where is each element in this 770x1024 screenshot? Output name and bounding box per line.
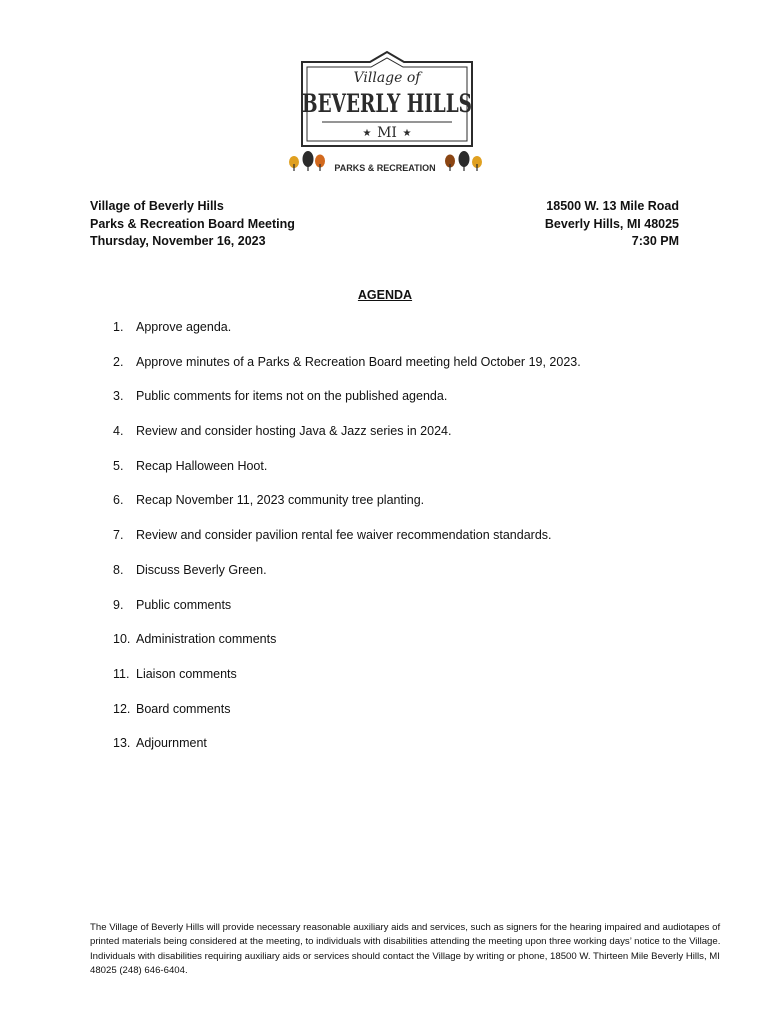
- agenda-item: [113, 459, 581, 494]
- agenda-item: [113, 632, 581, 667]
- agenda-item-number: 13.: [113, 736, 131, 751]
- agenda-item-text: Discuss Beverly Green.: [136, 562, 267, 577]
- agenda-item-text: Liaison comments: [136, 666, 237, 681]
- meeting-time: 7:30 PM: [631, 234, 679, 248]
- agenda-item-number: 6.: [113, 493, 124, 508]
- tree-icon: [289, 156, 299, 171]
- agenda-item: [113, 702, 581, 737]
- tree-icon: [445, 155, 455, 172]
- village-logo: [282, 50, 492, 176]
- agenda-item: [113, 424, 581, 459]
- accessibility-notice: The Village of Beverly Hills will provide necessary reasonable auxiliary aids and services, such as signers for the hearing impaired and audiotapes of printed materials being considered at the meeting, to individuals with disabilities attending the meeting upon three working days’ notice to the Village. Individuals with disabilities requiring auxiliary aids or services should contact the Village by writing or phone, 18500 W. Thirteen Mile Beverly Hills, MI 48025 (248) 646-6404.: [90, 922, 721, 977]
- agenda-item: [113, 667, 581, 702]
- agenda-item-number: 9.: [113, 597, 124, 612]
- agenda-item: [113, 598, 581, 633]
- agenda-item: [113, 355, 581, 390]
- agenda-item: [113, 528, 581, 563]
- agenda-item-number: 3.: [113, 389, 124, 404]
- agenda-item-number: 2.: [113, 354, 124, 369]
- agenda-list: [113, 320, 581, 771]
- agenda-item-number: 12.: [113, 701, 131, 716]
- agenda-item: [113, 493, 581, 528]
- meeting-info: [90, 198, 295, 251]
- star-icon: ★: [362, 128, 372, 139]
- agenda-item-number: 10.: [113, 632, 131, 647]
- city-state-zip: Beverly Hills, MI 48025: [544, 216, 679, 231]
- meeting-name: Parks & Recreation Board Meeting: [90, 216, 295, 231]
- agenda-item-text: Recap Halloween Hoot.: [136, 458, 268, 473]
- agenda-item: [113, 736, 581, 771]
- tree-icon: [303, 151, 314, 171]
- agenda-item-number: 11.: [113, 666, 130, 681]
- logo-mi: MI: [377, 125, 397, 141]
- agenda-item-text: Adjournment: [136, 736, 207, 751]
- agenda-item: [113, 389, 581, 424]
- agenda-item-number: 7.: [113, 528, 124, 543]
- agenda-item-number: 5.: [113, 458, 124, 473]
- agenda-item-number: 1.: [113, 320, 124, 334]
- agenda-item-text: Review and consider hosting Java & Jazz series in 2024.: [136, 424, 452, 439]
- agenda-item-text: Public comments: [136, 597, 232, 612]
- village-name: Village of Beverly Hills: [90, 199, 224, 213]
- star-icon: ★: [402, 128, 412, 139]
- agenda-title: AGENDA: [357, 288, 413, 302]
- agenda-item-text: Recap November 11, 2023 community tree planting.: [136, 493, 425, 508]
- meeting-date: Thursday, November 16, 2023: [90, 234, 266, 248]
- logo-village-of: Village of: [353, 70, 421, 86]
- agenda-item-text: Review and consider pavilion rental fee waiver recommendation standards.: [136, 528, 552, 543]
- logo-parks-recreation: PARKS & RECREATION: [334, 163, 436, 173]
- meeting-location: [545, 198, 679, 251]
- logo-beverly-hills: BEVERLY HILLS: [302, 89, 472, 118]
- agenda-item-text: Approve minutes of a Parks & Recreation Board meeting held October 19, 2023.: [136, 354, 581, 369]
- tree-icon: [315, 155, 325, 172]
- agenda-item-text: Administration comments: [136, 632, 277, 647]
- agenda-item-text: Public comments for items not on the published agenda.: [136, 389, 448, 404]
- village-logo-graphic: [282, 50, 492, 176]
- agenda-item-text: Board comments: [136, 701, 231, 716]
- agenda-item-number: 8.: [113, 562, 124, 577]
- agenda-item-number: 4.: [113, 424, 124, 439]
- agenda-item: [113, 563, 581, 598]
- tree-icon: [459, 151, 470, 171]
- agenda-item-text: Approve agenda.: [136, 320, 232, 334]
- agenda-item: [113, 320, 581, 355]
- street-address: 18500 W. 13 Mile Road: [546, 199, 679, 213]
- tree-icon: [472, 156, 482, 171]
